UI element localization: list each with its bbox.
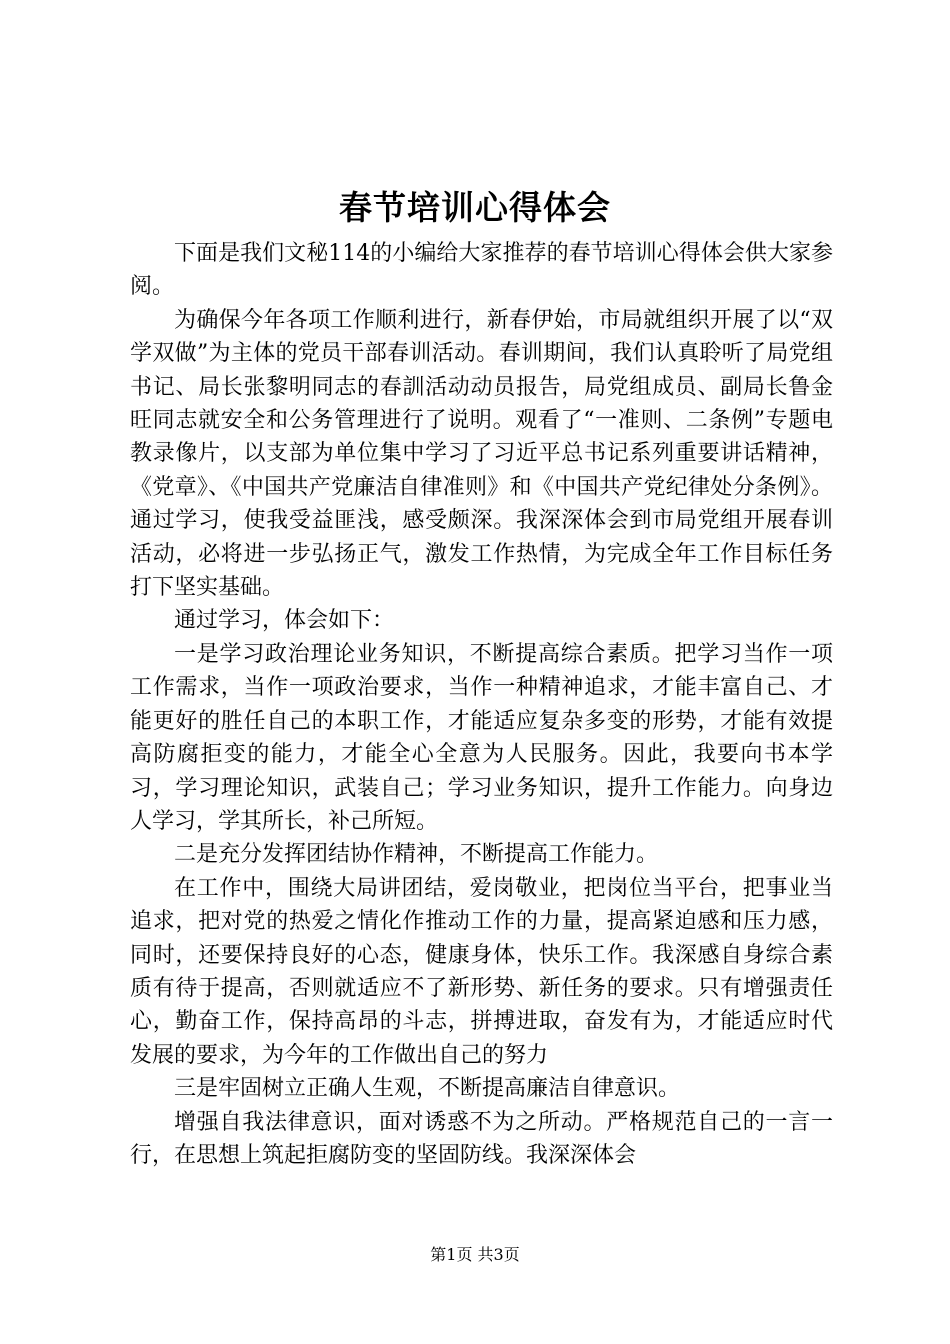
paragraph-point-one: 一是学习政治理论业务知识，不断提高综合素质。把学习当作一项工作需求，当作一项政治要求，当作一种精神追求，才能丰富自己、才能更好的胜任自己的本职工作，才能适应复杂多变的形势，才能有效提高防腐拒变的能力，才能全心全意为人民服务。因此，我要向书本学习，学习理论知识，武装自己；学习业务知识，提升工作能力。向身边人学习，学其所长，补己所短。 <box>130 641 833 834</box>
document-body <box>130 237 833 1172</box>
paragraph-point-three-body: 增强自我法律意识，面对诱惑不为之所动。严格规范自己的一言一行，在思想上筑起拒腐防变的坚固防线。我深深体会 <box>130 1109 833 1168</box>
paragraph-point-three-heading: 三是牢固树立正确人生观，不断提高廉洁自律意识。 <box>174 1076 681 1102</box>
paragraph-point-two-body: 在工作中，围绕大局讲团结，爱岗敬业，把岗位当平台，把事业当追求，把对党的热爱之情化作推动工作的力量，提高紧迫感和压力感，同时，还要保持良好的心态，健康身体，快乐工作。我深感自身综合素质有待于提高，否则就适应不了新形势、新任务的要求。只有增强责任心，勤奋工作，保持高昂的斗志，拼搏进取，奋发有为，才能适应时代发展的要求，为今年的工作做出自己的努力 <box>130 875 833 1068</box>
paragraph-point-two-heading: 二是充分发挥团结协作精神，不断提高工作能力。 <box>174 842 659 868</box>
document-title: 春节培训心得体会 <box>339 188 611 227</box>
page-footer: 第1页 共3页 <box>430 1245 520 1264</box>
paragraph-intro: 下面是我们文秘114的小编给大家推荐的春节培训心得体会供大家参阅。 <box>130 241 833 300</box>
paragraph-summary-lead: 通过学习，体会如下： <box>174 608 395 634</box>
paragraph-background: 为确保今年各项工作顺利进行，新春伊始，市局就组织开展了以“双学双做”为主体的党员干部春训活动。春训期间，我们认真聆听了局党组书记、局长张黎明同志的春訓活动动员报告，局党组成员、副局长鲁金旺同志就安全和公务管理进行了说明。观看了“一准则、二条例”专题电教录像片，以支部为单位集中学习了习近平总书记系列重要讲话精神，《党章》、《中国共产党廉洁自律准则》和《中国共产党纪律处分条例》。通过学习，使我受益匪浅，感受颇深。我深深体会到市局党组开展春训活动，必将进一步弘扬正气，激发工作热情，为完成全年工作目标任务打下坚实基础。 <box>130 307 833 601</box>
